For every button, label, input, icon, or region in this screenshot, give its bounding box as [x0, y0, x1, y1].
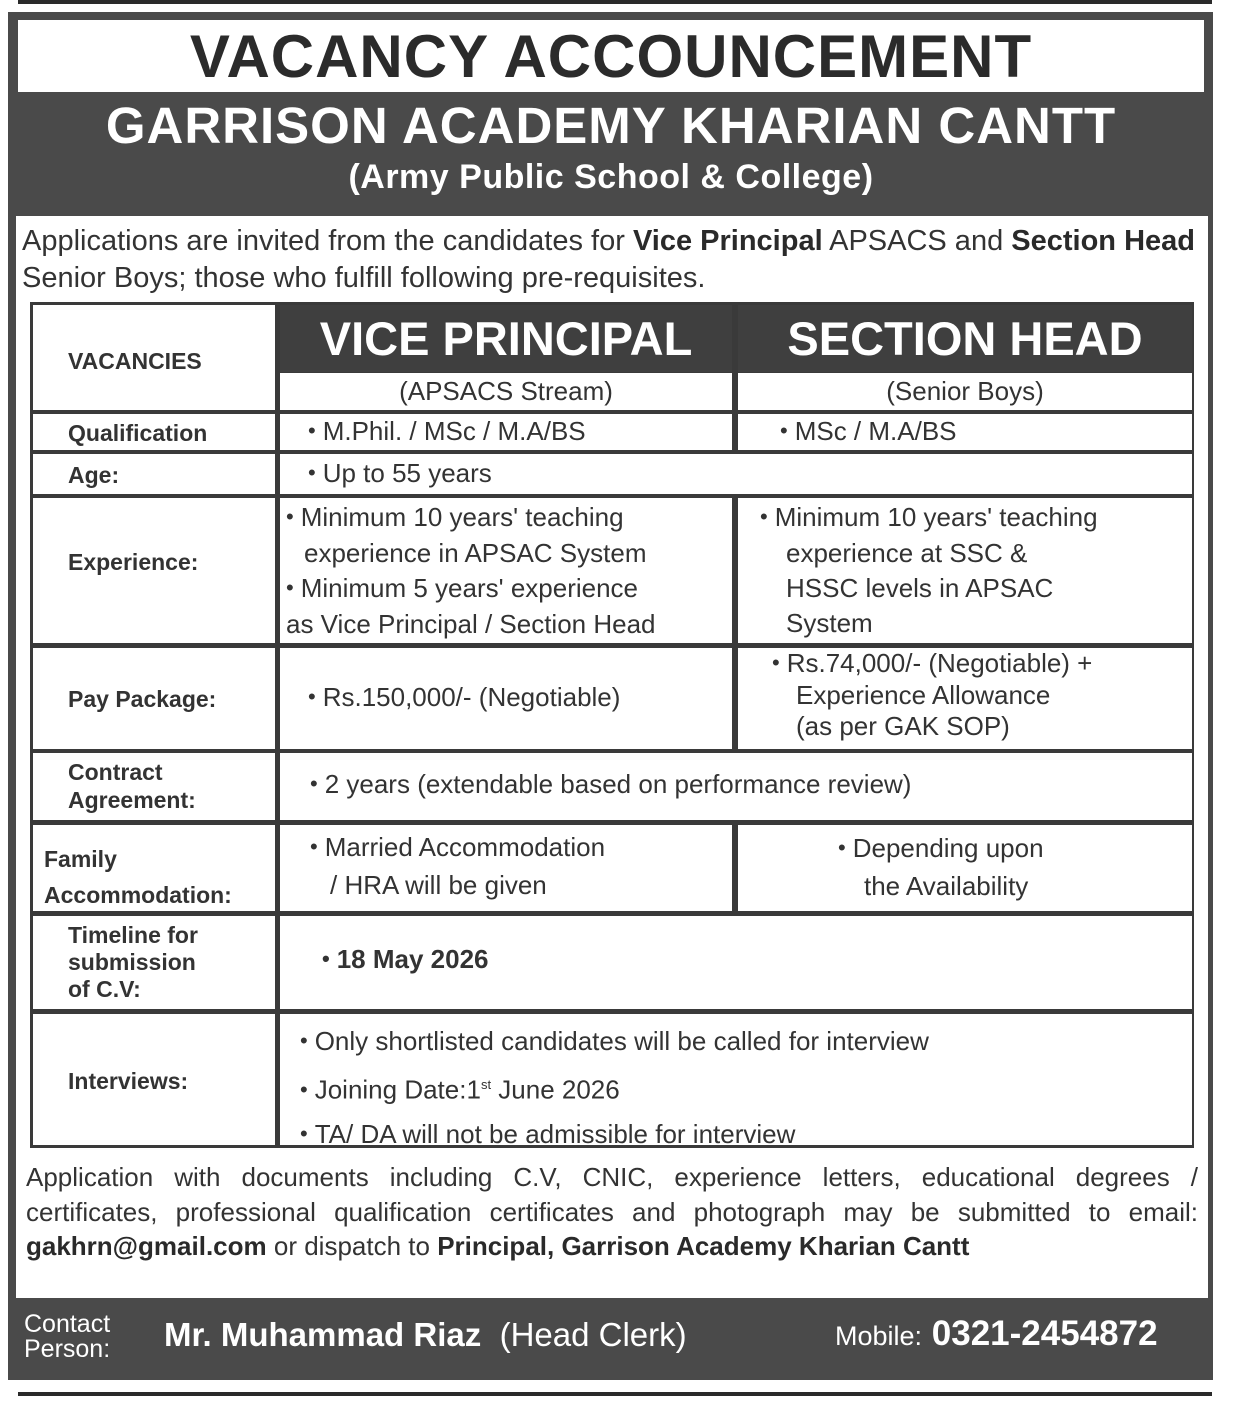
age-label-cell	[33, 454, 275, 494]
contact-role: (Head Clerk)	[499, 1316, 687, 1353]
experience-label: Experience:	[68, 549, 199, 575]
family-label-cell	[33, 825, 275, 911]
contact-mobile	[835, 1314, 1158, 1354]
sh-pay-list	[772, 648, 1092, 742]
sh-family-item-cont: the Availability	[864, 871, 1029, 901]
vp-experience-cell	[280, 498, 732, 643]
vacancies-label-cell	[33, 305, 275, 410]
intro-sh: Section Head	[1011, 225, 1195, 257]
vp-experience-list	[286, 500, 656, 642]
joining-date-item	[300, 1064, 929, 1113]
contact-email: gakhrn@gmail.com	[26, 1231, 267, 1261]
timeline-label-line: Timeline for	[68, 922, 198, 948]
contact-person	[164, 1316, 687, 1354]
deadline-date: • 18 May 2026	[322, 942, 489, 978]
contact-label-line: Person:	[24, 1335, 111, 1363]
timeline-label-line: submission	[68, 949, 196, 975]
vp-experience-item-cont: experience in APSAC System	[304, 538, 647, 568]
section-head-subheading: (Senior Boys)	[738, 373, 1192, 410]
vacancy-table	[30, 302, 1194, 1148]
family-label	[44, 841, 232, 913]
age-value-cell	[280, 454, 1192, 494]
joining-date-sup: st	[480, 1077, 492, 1092]
sh-experience-cell	[738, 498, 1192, 643]
interviews-list	[300, 1020, 929, 1157]
sh-pay-item-cont: Experience Allowance	[796, 680, 1051, 710]
application-instructions	[26, 1160, 1198, 1264]
vice-principal-heading: VICE PRINCIPAL	[280, 305, 732, 372]
sh-pay-item: • Rs.74,000/- (Negotiable) +	[772, 648, 1092, 680]
contact-label-line: Contact	[24, 1310, 111, 1338]
vp-experience-item-cont: as Vice Principal / Section Head	[286, 609, 656, 639]
contact-name: Mr. Muhammad Riaz	[164, 1316, 482, 1353]
joining-date-text: Joining Date:1	[314, 1074, 481, 1105]
sh-family-list	[838, 830, 1044, 905]
vice-principal-subheading: (APSACS Stream)	[280, 373, 732, 410]
intro-vp: Vice Principal	[632, 225, 823, 257]
sh-family-item: • Depending upon	[838, 830, 1044, 868]
age-value: • Up to 55 years	[308, 456, 492, 492]
intro-paragraph	[22, 223, 1202, 297]
vp-qualification: • M.Phil. / MSc / M.A/BS	[308, 414, 586, 450]
interviews-value-cell	[280, 1014, 1192, 1149]
contract-label-line: Agreement:	[68, 787, 196, 813]
qualification-label-cell	[33, 414, 275, 450]
interviews-label-cell	[33, 1014, 275, 1145]
sh-experience-item: • Minimum 10 years' teaching	[760, 500, 1098, 536]
qualification-label: Qualification	[68, 420, 208, 446]
age-label: Age:	[68, 462, 120, 488]
family-label-line: Accommodation:	[44, 882, 232, 908]
timeline-value-cell	[280, 916, 1192, 1009]
dispatch-address: Principal, Garrison Academy Kharian Cantt	[437, 1231, 970, 1261]
pay-label: Pay Package:	[68, 686, 217, 712]
title-box	[18, 20, 1204, 92]
school-subtitle: (Army Public School & College)	[348, 158, 874, 196]
sh-family-cell	[738, 825, 1192, 911]
sh-experience-item-cont: experience at SSC &	[786, 538, 1028, 568]
footer-text: or dispatch to	[266, 1231, 438, 1261]
vp-family-item: • Married Accommodation	[310, 829, 605, 867]
mobile-label: Mobile:	[835, 1321, 923, 1351]
footer-text: Application with documents including C.V, CNIC, experience letters, educational degrees / certificates, professional qualification certificates and photograph may be submitted to email:	[26, 1162, 1198, 1227]
timeline-label-line: of C.V:	[68, 976, 141, 1002]
timeline-label-cell	[33, 916, 275, 1009]
vacancies-label: VACANCIES	[68, 348, 202, 374]
sh-experience-item-cont: HSSC levels in APSAC	[786, 573, 1054, 603]
timeline-label	[68, 922, 198, 1003]
intro-text: Senior Boys; those who fulfill following pre-requisites.	[22, 262, 706, 294]
vp-family-list	[310, 829, 605, 904]
contract-label-line: Contract	[68, 759, 163, 785]
vp-experience-item: • Minimum 5 years' experience	[286, 571, 656, 607]
sh-pay-cell	[738, 648, 1192, 749]
intro-text: APSACS and	[822, 225, 1012, 257]
sh-pay-item-cont: (as per GAK SOP)	[796, 711, 1010, 741]
pay-label-cell	[33, 648, 275, 749]
family-label-line: Family	[44, 846, 117, 872]
sh-qualification-cell	[738, 414, 1192, 450]
sh-qualification: • MSc / M.A/BS	[780, 414, 957, 450]
interviews-label: Interviews:	[68, 1068, 189, 1094]
top-rule	[18, 0, 1212, 4]
contract-value-cell	[280, 753, 1192, 820]
vp-qualification-cell	[280, 414, 732, 450]
academy-name: GARRISON ACADEMY KHARIAN CANTT	[105, 97, 1117, 154]
vp-pay-cell	[280, 648, 732, 749]
contract-label-cell	[33, 753, 275, 820]
section-head-heading: SECTION HEAD	[738, 305, 1192, 372]
contact-label	[24, 1312, 110, 1362]
bottom-rule	[18, 1392, 1212, 1396]
mobile-number: 0321-2454872	[931, 1314, 1158, 1353]
interview-item: • TA/ DA will not be admissible for interview	[300, 1113, 929, 1157]
interview-item: • Only shortlisted candidates will be called for interview	[300, 1020, 929, 1064]
page-title: VACANCY ACCOUNCEMENT	[189, 22, 1033, 90]
vp-experience-item: • Minimum 10 years' teaching	[286, 500, 656, 536]
vp-family-item-cont: / HRA will be given	[330, 870, 547, 900]
vp-family-cell	[280, 825, 732, 911]
sh-experience-item-cont: System	[786, 608, 873, 638]
sh-experience-list	[760, 500, 1098, 641]
contract-value: • 2 years (extendable based on performance review)	[310, 767, 911, 803]
joining-date-text: June 2026	[491, 1074, 620, 1105]
contract-label	[68, 758, 196, 814]
intro-text: Applications are invited from the candidates for	[22, 225, 633, 257]
vp-pay: • Rs.150,000/- (Negotiable)	[308, 680, 620, 716]
experience-label-cell	[33, 498, 275, 643]
